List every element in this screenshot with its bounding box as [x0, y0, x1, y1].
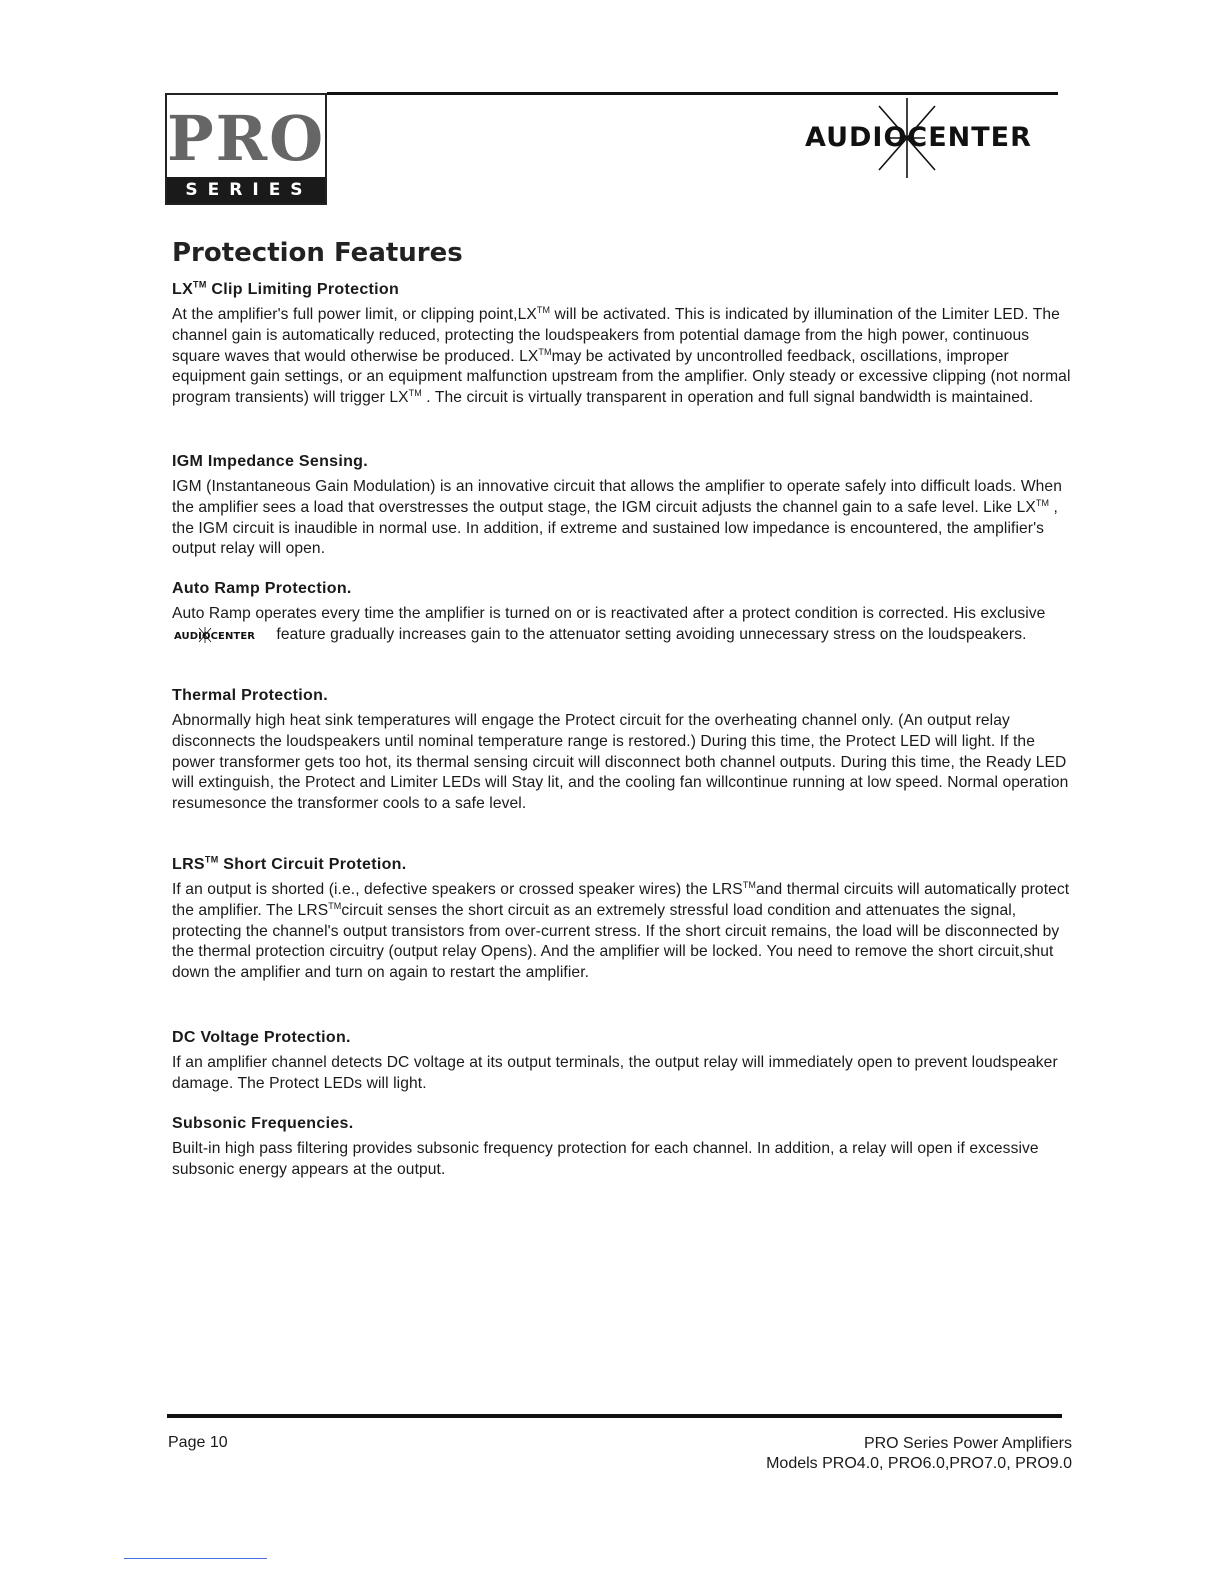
brand-name: AUDIOCENTER — [805, 122, 1032, 153]
section-auto-ramp — [172, 580, 1072, 646]
inline-audiocenter-logo-icon — [172, 627, 272, 643]
section-dc-voltage — [172, 1029, 1072, 1095]
section-body: Auto Ramp operates every time the amplifier is turned on or is reactivated after a protect condition is corrected. His exclusive AUDIOCENTER feature gradually increases gain to the attenuator setting avoiding unnecessary stress on the loudspeakers. — [172, 605, 1046, 643]
footer-product-info — [766, 1434, 1072, 1474]
section-body: At the amplifier's full power limit, or clipping point,LX™ will be activated. This is indicated by illumination of the Limiter LED. The channel gain is automatically reduced, protecting the loudspeakers from potential damage from the high power, continuous square waves that would otherwise be produced. LX™may be activated by uncontrolled feedback, oscillations, improper equipment gain settings, or an equipment malfunction upstream from the amplifier. Only steady or excessive clipping (not normal program transients) will trigger LX™ . The circuit is virtually transparent in operation and full signal bandwidth is maintained. — [172, 304, 1071, 407]
section-body: If an output is shorted (i.e., defective speakers or crossed speaker wires) the LRS™and thermal circuits will automatically protect the amplifier. The LRS™circuit senses the short circuit as an extremely stressful load condition and attenuates the signal, protecting the channel's output transistors from over-current stress. If the short circuit remains, the load will be disconnected by the thermal protection circuitry (output relay Opens). And the amplifier will be locked. You need to remove the short circuit,shut down the amplifier and turn on again to restart the amplifier. — [172, 879, 1070, 982]
footer-rule — [167, 1414, 1062, 1418]
section-heading: Auto Ramp Protection. — [172, 580, 352, 597]
footer-series-line: PRO Series Power Amplifiers — [863, 1435, 1072, 1452]
section-heading: Thermal Protection. — [172, 687, 328, 704]
section-thermal — [172, 687, 1072, 815]
pro-series-logo — [165, 93, 327, 205]
page-number: Page 10 — [168, 1434, 228, 1451]
header-rule — [327, 92, 1058, 95]
section-igm-impedance — [172, 453, 1072, 560]
section-heading: LRS™ Short Circuit Protetion. — [172, 854, 407, 873]
logo-pro-text: PRO — [167, 102, 326, 175]
bottom-link-underline — [124, 1558, 267, 1559]
footer-models-line: Models PRO4.0, PRO6.0,PRO7.0, PRO9.0 — [766, 1455, 1072, 1472]
page-title: Protection Features — [172, 238, 463, 268]
section-lx-clip-limiting — [172, 281, 1072, 409]
section-heading: DC Voltage Protection. — [172, 1029, 351, 1046]
section-body: Built-in high pass filtering provides subsonic frequency protection for each channel. In addition, a relay will open if excessive subsonic energy appears at the output. — [172, 1140, 1039, 1178]
logo-series-text: SERIES — [167, 177, 325, 203]
section-lrs-short-circuit — [172, 856, 1072, 984]
section-body: If an amplifier channel detects DC voltage at its output terminals, the output relay will immediately open to prevent loudspeaker damage. The Protect LEDs will light. — [172, 1054, 1058, 1092]
section-heading: Subsonic Frequencies. — [172, 1115, 354, 1132]
audiocenter-logo — [805, 98, 1050, 178]
section-body: Abnormally high heat sink temperatures will engage the Protect circuit for the overheating channel only. (An output relay disconnects the loudspeakers until nominal temperature range is restored.) During this time, the Protect LED will light. If the power transformer gets too hot, its thermal sensing circuit will disconnect both channel outputs. During this time, the Ready LED will extinguish, the Protect and Limiter LEDs will Stay lit, and the cooling fan willcontinue running at low speed. Normal operation resumesonce the transformer cools to a safe level. — [172, 712, 1069, 813]
section-body: IGM (Instantaneous Gain Modulation) is an innovative circuit that allows the amplifier to operate safely into difficult loads. When the amplifier sees a load that overstresses the output stage, the IGM circuit adjusts the channel gain to a safe level. Like LX™ , the IGM circuit is inaudible in normal use. In addition, if extreme and sustained low impedance is encountered, the amplifier's output relay will open. — [172, 478, 1062, 558]
section-heading: LX™ Clip Limiting Protection — [172, 279, 400, 298]
section-heading: IGM Impedance Sensing. — [172, 453, 368, 470]
section-subsonic — [172, 1115, 1072, 1181]
svg-text:AUDIOCENTER: AUDIOCENTER — [174, 630, 256, 642]
